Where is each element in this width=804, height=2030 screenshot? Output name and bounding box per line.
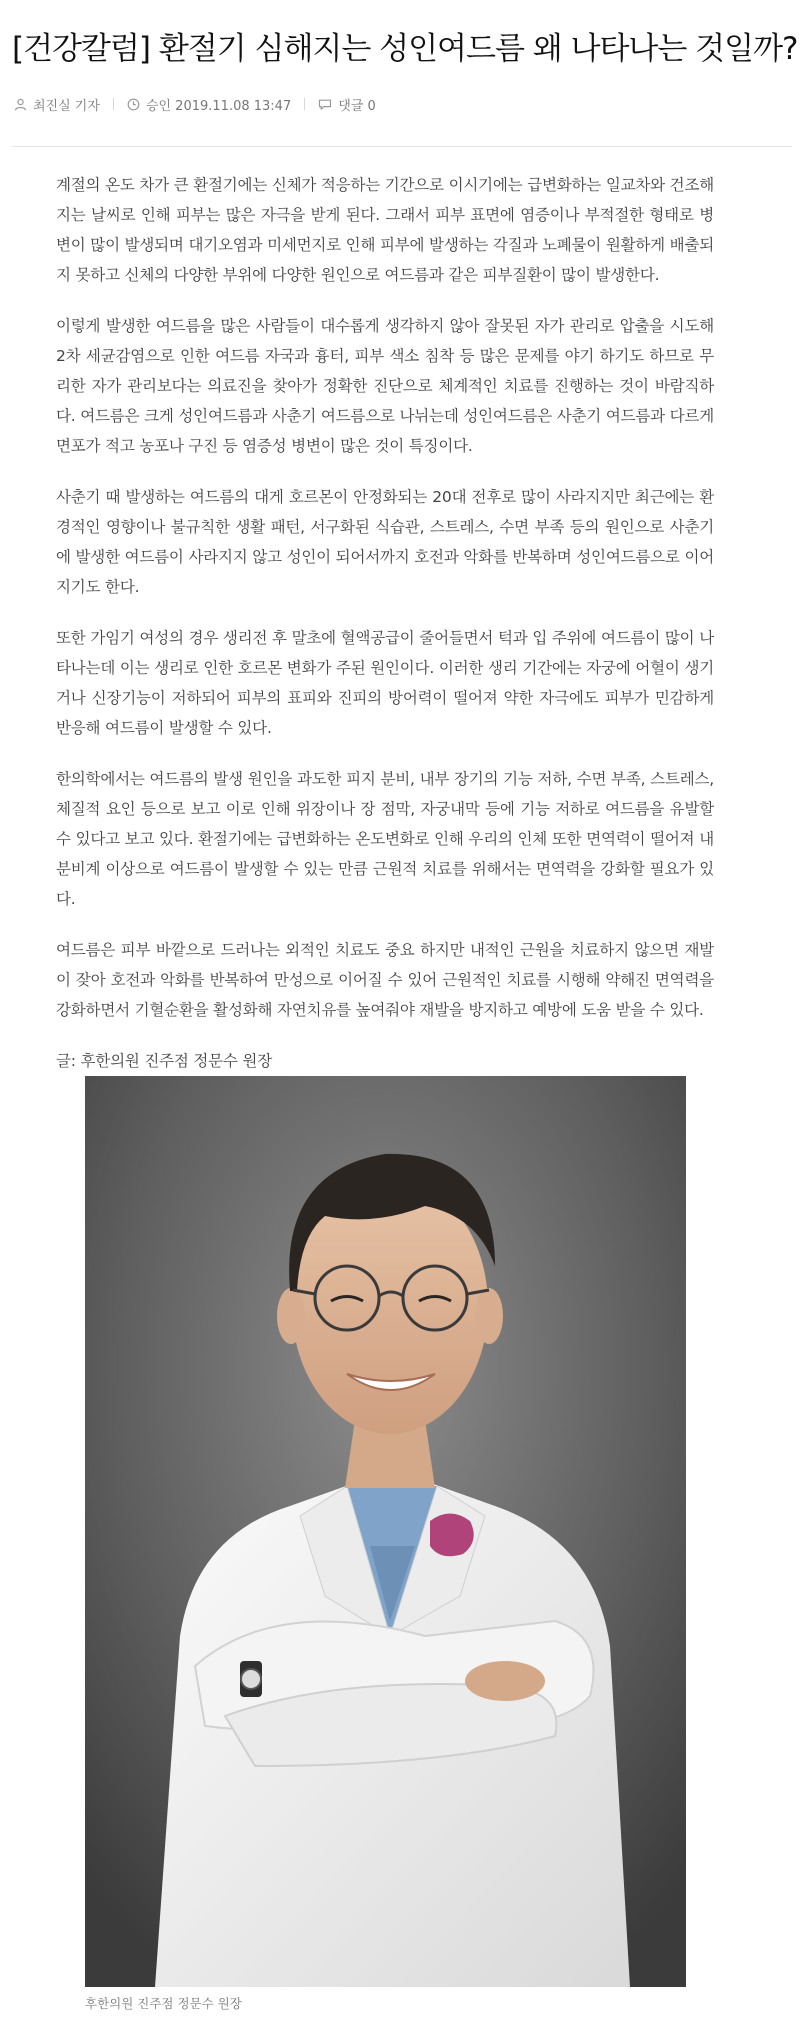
approval-timestamp: 승인 2019.11.08 13:47 <box>145 98 292 114</box>
article-meta <box>14 92 376 116</box>
clock-icon <box>127 98 140 111</box>
article-paragraph: 이렇게 발생한 여드름을 많은 사람들이 대수롭게 생각하지 않아 잘못된 자가 관리로 압출을 시도해 2차 세균감염으로 인한 여드름 자국과 흉터, 피부 색소 침착 등 많은 문제를 야기 하기도 하므로 무리한 자가 관리보다는 의료진을 찾아가 정확한 진단으로 체계적인 치료를 진행하는 것이 바람직하다. 여드름은 크게 성인여드름과 사춘기 여드름으로 나뉘는데 성인여드름은 사춘기 여드름과 다르게 면포가 적고 농포나 구진 등 염증성 병변이 많은 것이 특징이다. <box>56 317 714 455</box>
portrait-illustration <box>85 1076 686 1987</box>
article-paragraph: 또한 가임기 여성의 경우 생리전 후 말초에 혈액공급이 줄어들면서 턱과 입 주위에 여드름이 많이 나타나는데 이는 생리로 인한 호르몬 변화가 주된 원인이다. 이러한 생리 기간에는 자궁에 어혈이 생기거나 신장기능이 저하되어 피부의 표피와 진피의 방어력이 떨어져 약한 자극에도 피부가 민감하게 반응해 여드름이 발생할 수 있다. <box>56 629 714 737</box>
photo-caption: 후한의원 진주점 정문수 원장 <box>85 1996 242 2011</box>
meta-divider <box>113 98 114 110</box>
author-info <box>14 95 100 114</box>
article-headline: [건강칼럼] 환절기 심해지는 성인여드름 왜 나타나는 것일까? <box>12 31 798 67</box>
doctor-portrait-photo[interactable] <box>85 1076 686 1987</box>
article-byline: 글: 후한의원 진주점 정문수 원장 <box>56 1052 272 1070</box>
person-icon <box>14 98 27 111</box>
article-paragraph: 계절의 온도 차가 큰 환절기에는 신체가 적응하는 기간으로 이시기에는 급변화하는 일교차와 건조해지는 날씨로 인해 피부는 많은 자극을 받게 된다. 그래서 피부 표면에 염증이나 부적절한 형태로 병변이 많이 발생되며 대기오염과 미세먼지로 인해 피부에 발생하는 각질과 노폐물이 원활하게 배출되지 못하고 신체의 다양한 부위에 다양한 원인으로 여드름과 같은 피부질환이 많이 발생한다. <box>56 176 714 284</box>
article-body <box>56 170 714 1076</box>
comment-icon <box>318 98 332 111</box>
comment-count[interactable]: 댓글 0 <box>338 98 376 114</box>
article-paragraph: 한의학에서는 여드름의 발생 원인을 과도한 피지 분비, 내부 장기의 기능 저하, 수면 부족, 스트레스, 체질적 요인 등으로 보고 이로 인해 위장이나 장 점막, 자궁내막 등에 기능 저하로 여드름을 유발할 수 있다고 보고 있다. 환절기에는 급변화하는 온도변화로 인해 우리의 인체 또한 면역력이 떨어져 내분비계 이상으로 여드름이 발생할 수 있는 만큼 근원적 치료를 위해서는 면역력을 강화할 필요가 있다. <box>56 770 714 908</box>
article-paragraph: 사춘기 때 발생하는 여드름의 대게 호르몬이 안정화되는 20대 전후로 많이 사라지지만 최근에는 환경적인 영향이나 불규칙한 생활 패턴, 서구화된 식습관, 스트레스, 수면 부족 등의 원인으로 사춘기에 발생한 여드름이 사라지지 않고 성인이 되어서까지 호전과 악화를 반복하며 성인여드름으로 이어지기도 한다. <box>56 488 714 596</box>
article-paragraph: 여드름은 피부 바깥으로 드러나는 외적인 치료도 중요 하지만 내적인 근원을 치료하지 않으면 재발이 잦아 호전과 악화를 반복하여 만성으로 이어질 수 있어 근원적인 치료를 시행해 약해진 면역력을 강화하면서 기혈순환을 활성화해 자연치유를 높여줘야 재발을 방지하고 예방에 도움 받을 수 있다. <box>56 941 714 1019</box>
author-name[interactable]: 최진실 기자 <box>33 98 100 114</box>
header-divider <box>12 146 792 147</box>
meta-divider <box>304 98 305 110</box>
approval-info <box>127 95 291 114</box>
comments-info[interactable] <box>318 95 376 114</box>
